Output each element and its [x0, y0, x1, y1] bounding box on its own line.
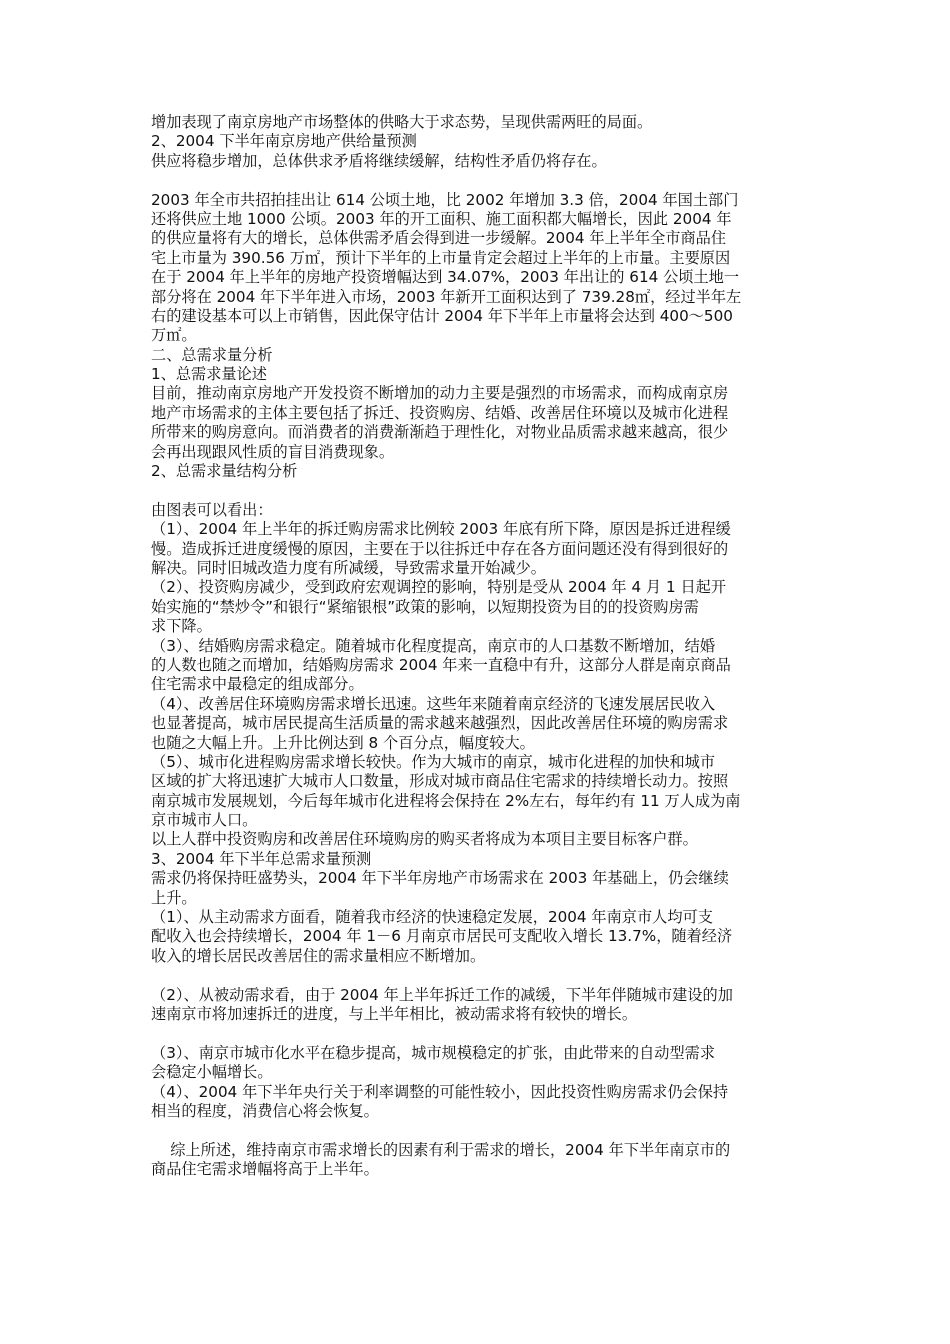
text-line: 商品住宅需求增幅将高于上半年。	[151, 1160, 379, 1179]
text-line: 右的建设基本可以上市销售，因此保守估计 2004 年下半年上市量将会达到 400～500	[151, 306, 733, 325]
text-line: （3）、南京市城市化水平在稳步提高，城市规模稳定的扩张，由此带来的自动型需求	[151, 1043, 716, 1062]
document-page	[151, 113, 801, 1179]
text-line: 慢。造成拆迁进度缓慢的原因，主要在于以往拆迁中存在各方面问题还没有得到很好的	[151, 539, 729, 558]
text-line: 会再出现跟风性质的盲目消费现象。	[151, 442, 394, 461]
text-line: （4）、改善居住环境购房需求增长迅速。这些年来随着南京经济的飞速发展居民收入	[151, 694, 716, 713]
text-line: 的供应量将有大的增长，总体供需矛盾会得到进一步缓解。2004 年上半年全市商品住	[151, 229, 727, 248]
text-line: 宅上市量为 390.56 万㎡，预计下半年的上市量肯定会超过上半年的上市量。主要原因	[151, 248, 731, 267]
text-line: 部分将在 2004 年下半年进入市场，2003 年新开工面积达到了 739.28㎡，经过半年左	[151, 287, 742, 306]
text-line: 南京城市发展规划，今后每年城市化进程将会保持在 2%左右，每年约有 11 万人成为南	[151, 791, 741, 810]
section-title-demand-analysis: 二、总需求量分析	[151, 345, 273, 364]
text-line: 上升。	[151, 888, 197, 907]
text-line: 所带来的购房意向。而消费者的消费渐渐趋于理性化，对物业品质需求越来越高，很少	[151, 423, 729, 442]
text-line: 地产市场需求的主体主要包括了拆迁、投资购房、结婚、改善居住环境以及城市化进程	[151, 403, 729, 422]
conclusion-paragraph	[151, 1141, 801, 1180]
demand-structure-list	[151, 520, 801, 850]
text-line: 万㎡。	[151, 326, 197, 345]
demand-forecast-item-2	[151, 986, 801, 1025]
supply-summary: 供应将稳步增加，总体供求矛盾将继续缓解，结构性矛盾仍将存在。	[151, 151, 607, 170]
subsection-title-demand-forecast: 3、2004 年下半年总需求量预测	[151, 849, 372, 868]
supply-body-paragraph	[151, 191, 801, 346]
text-line: 求下降。	[151, 617, 212, 636]
demand-forecast-lead	[151, 869, 801, 908]
text-line: 也显著提高，城市居民提高生活质量的需求越来越强烈，因此改善居住环境的购房需求	[151, 714, 729, 733]
subsection-title-demand-structure: 2、总需求量结构分析	[151, 462, 298, 481]
text-line: 配收入也会持续增长，2004 年 1－6 月南京市居民可支配收入增长 13.7%，随着经济	[151, 927, 733, 946]
text-line: （2）、投资购房减少，受到政府宏观调控的影响，特别是受从 2004 年 4 月 1 日起开	[151, 578, 727, 597]
demand-overview-paragraph	[151, 384, 801, 462]
section-title-supply-forecast: 2、2004 下半年南京房地产供给量预测	[151, 132, 417, 151]
text-line: 综上所述，维持南京市需求增长的因素有利于需求的增长，2004 年下半年南京市的	[151, 1140, 731, 1159]
text-line: 还将供应土地 1000 公顷。2003 年的开工面积、施工面积都大幅增长，因此 2004 年	[151, 209, 732, 228]
text-line: 的人数也随之而增加，结婚购房需求 2004 年来一直稳中有升，这部分人群是南京商品	[151, 655, 731, 674]
demand-forecast-items-3-4	[151, 1044, 801, 1122]
text-line: 区域的扩大将迅速扩大城市人口数量，形成对城市商品住宅需求的持续增长动力。按照	[151, 772, 729, 791]
text-line: 始实施的“禁炒令”和银行“紧缩银根”政策的影响，以短期投资为目的的投资购房需	[151, 597, 699, 616]
text-line: 以上人群中投资购房和改善居住环境购房的购买者将成为本项目主要目标客户群。	[151, 830, 698, 849]
text-line: （1）、2004 年上半年的拆迁购房需求比例较 2003 年底有所下降，原因是拆迁进程缓	[151, 520, 731, 539]
text-line: （2）、从被动需求看，由于 2004 年上半年拆迁工作的减缓，下半年伴随城市建设的加	[151, 985, 733, 1004]
text-line: 收入的增长居民改善居住的需求量相应不断增加。	[151, 946, 486, 965]
text-line: 相当的程度，消费信心将会恢复。	[151, 1101, 379, 1120]
text-line: 2003 年全市共招拍挂出让 614 公顷土地，比 2002 年增加 3.3 倍，2004 年国土部门	[151, 190, 739, 209]
intro-paragraph	[151, 113, 801, 132]
demand-forecast-item-1	[151, 908, 801, 966]
text-line: 速南京市将加速拆迁的进度，与上半年相比，被动需求将有较快的增长。	[151, 1004, 637, 1023]
subsection-title-demand-overview: 1、总需求量论述	[151, 365, 267, 384]
text-line: 在于 2004 年上半年的房地产投资增幅达到 34.07%，2003 年出让的 614 公顷土地一	[151, 268, 740, 287]
text-line: 需求仍将保持旺盛势头，2004 年下半年房地产市场需求在 2003 年基础上，仍会继续	[151, 869, 729, 888]
text-line: 住宅需求中最稳定的组成部分。	[151, 675, 364, 694]
text-line: （5）、城市化进程购房需求增长较快。作为大城市的南京，城市化进程的加快和城市	[151, 752, 716, 771]
text-line: 京市城市人口。	[151, 811, 258, 830]
text-line: 解决。同时旧城改造力度有所减缓，导致需求量开始减少。	[151, 558, 546, 577]
text-line: （3）、结婚购房需求稳定。随着城市化程度提高，南京市的人口基数不断增加，结婚	[151, 636, 716, 655]
demand-structure-lead: 由图表可以看出：	[151, 500, 273, 519]
text-line: 增加表现了南京房地产市场整体的供略大于求态势，呈现供需两旺的局面。	[151, 113, 653, 131]
text-line: 目前，推动南京房地产开发投资不断增加的动力主要是强烈的市场需求，而构成南京房	[151, 384, 729, 403]
text-line: （4）、2004 年下半年央行关于利率调整的可能性较小，因此投资性购房需求仍会保持	[151, 1082, 729, 1101]
text-line: （1）、从主动需求方面看，随着我市经济的快速稳定发展，2004 年南京市人均可支	[151, 908, 713, 927]
text-line: 也随之大幅上升。上升比例达到 8 个百分点，幅度较大。	[151, 733, 535, 752]
text-line: 会稳定小幅增长。	[151, 1063, 273, 1082]
